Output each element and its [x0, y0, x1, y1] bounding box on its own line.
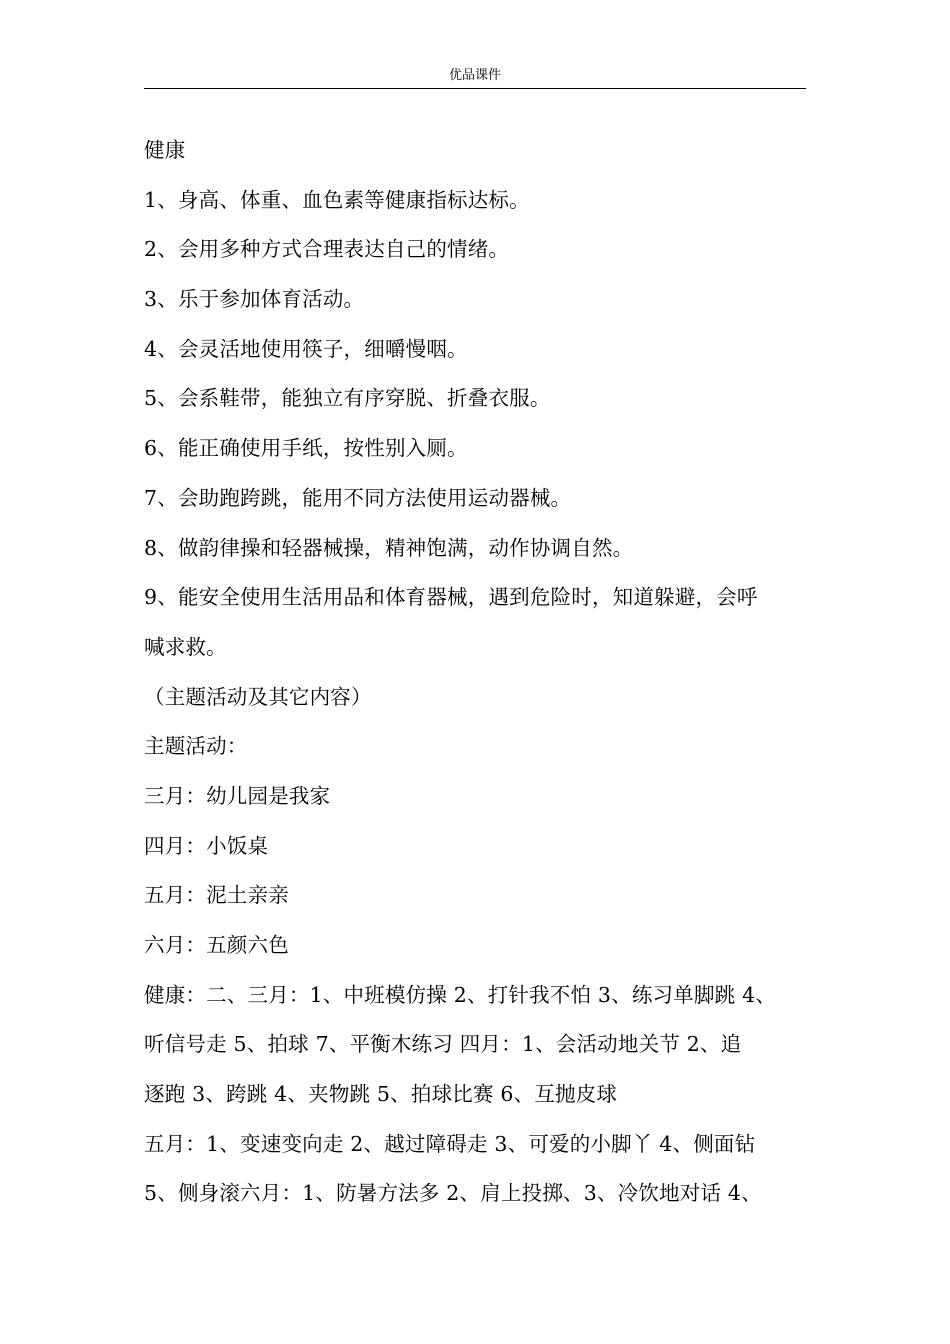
- text-line: 9、能安全使用生活用品和体育器械，遇到危险时，知道躲避，会呼: [144, 585, 758, 610]
- text-line: 六月：五颜六色: [144, 933, 289, 957]
- text-line: 5、侧身滚六月：1、防暑方法多 2、肩上投掷、3、冷饮地对话 4、: [144, 1181, 762, 1206]
- section-heading: 健康: [144, 138, 186, 162]
- text-line: 喊求救。: [144, 634, 227, 659]
- text-line: （主题活动及其它内容）: [144, 684, 372, 709]
- header-title: 优品课件: [448, 68, 501, 83]
- text-line: 1、身高、体重、血色素等健康指标达标。: [144, 187, 530, 212]
- text-line: 7、会助跑跨跳，能用不同方法使用运动器械。: [144, 485, 572, 510]
- text-line: 5、会系鞋带，能独立有序穿脱、折叠衣服。: [144, 386, 551, 411]
- text-line: 听信号走 5、拍球 7、平衡木练习 四月：1、会活动地关节 2、追: [144, 1032, 742, 1057]
- text-line: 五月：泥土亲亲: [144, 883, 289, 908]
- page-header: [144, 68, 806, 89]
- text-line: 四月：小饭桌: [144, 833, 269, 858]
- text-line: 3、乐于参加体育活动。: [144, 287, 365, 312]
- text-line: 逐跑 3、跨跳 4、夹物跳 5、拍球比赛 6、互抛皮球: [144, 1082, 618, 1107]
- text-line: 五月：1、变速变向走 2、越过障碍走 3、可爱的小脚丫 4、侧面钻: [144, 1131, 756, 1156]
- text-line: 8、做韵律操和轻器械操，精神饱满，动作协调自然。: [144, 535, 634, 560]
- document-body: [144, 126, 806, 1219]
- text-line: 三月：幼儿园是我家: [144, 783, 331, 808]
- text-line: 4、会灵活地使用筷子，细嚼慢咽。: [144, 336, 468, 361]
- text-line: 2、会用多种方式合理表达自己的情绪。: [144, 237, 510, 262]
- text-line: 主题活动：: [144, 734, 248, 759]
- text-line: 健康：二、三月：1、中班模仿操 2、打针我不怕 3、练习单脚跳 4、: [144, 982, 777, 1007]
- text-line: 6、能正确使用手纸，按性别入厕。: [144, 436, 468, 461]
